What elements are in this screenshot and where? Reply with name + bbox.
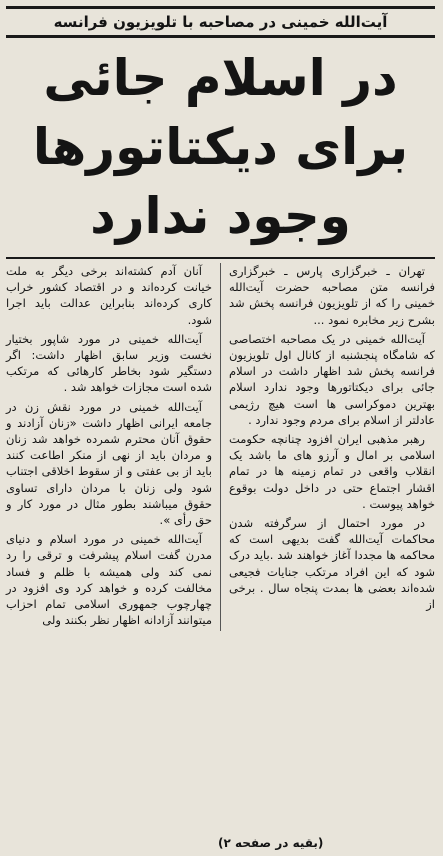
paragraph: آیت‌الله خمینی در مورد نقش زن در جامعه ایرانی اظهار داشت «زنان آزادند و حقوق آنان محترم شمرده خواهد شد زنان و مردان باید از نهی از منکر اطاعت کنند باید از بی عفتی و از سقوط اخلاقی اجتناب شود ولی زنان با مردان دارای تساوی حقوق میباشند بطور مثال در مورد کار و حق رأی ».: [5, 399, 212, 528]
kicker-headline: آیت‌الله خمینی در مصاحبه با تلویزیون فرانسه: [6, 6, 435, 38]
paragraph: آیت‌الله خمینی در مورد شاپور بختیار نخست وزیر سابق اظهار داشت: اگر دستگیر شود بخاطر کارهائی که مرتکب شده است مجازات خواهد شد .: [5, 331, 212, 395]
paragraph: آیت‌الله خمینی در یک مصاحبه اختصاصی که شامگاه پنجشنبه از کانال اول تلویزیون فرانسه پخش شد اظهار داشت در اسلام جائی برای دیکتاتورها وجود ندارد اسلام بهترین دموکراسی ها است هیچ رژیمی عادلتر از اسلام برای مردم وجود ندارد .: [228, 331, 435, 427]
headline-line-2: برای دیکتاتورها: [32, 118, 409, 176]
column-left: [6, 263, 212, 631]
article-body: [6, 263, 435, 631]
column-divider: [220, 263, 221, 631]
column-right: [229, 263, 435, 631]
paragraph: آنان آدم کشته‌اند برخی دیگر به ملت خیانت کرده‌اند و در اقتصاد کشور خراب کاری کرده‌اند بنابراین عدالت باید اجرا شود.: [5, 264, 212, 327]
headline-rule: [6, 257, 435, 259]
paragraph: رهبر مذهبی ایران افزود چنانچه حکومت اسلامی بر امال و آرزو های ما باشد یک انقلاب واقعی در تمام زمینه ها در تمام اقشار اجتماع حتی در داخل دولت بوقوع خواهد پیوست .: [228, 432, 435, 511]
headline-line-3: وجود ندارد: [90, 187, 351, 245]
paragraph: آیت‌الله خمینی در مورد اسلام و دنیای مدرن گفت اسلام پیشرفت و ترقی را رد نمی کند ولی همیشه با ظلم و فساد مخالفت کرده و خواهد کرد وی افزود در چهارچوب جمهوری اسلامی تمام احزاب میتوانند آزادانه اظهار نظر بکنند ولی: [5, 532, 212, 628]
paragraph: در مورد احتمال از سرگرفته شدن محاکمات آیت‌الله گفت بدیهی است که محاکمه ها مجددا آغاز خواهند شد .باید درک شود که این افراد مرتکب جنایات فجیعی شده‌اند بعضی ها بمدت پنجاه سال . برخی از: [228, 516, 435, 612]
headline-line-1: در اسلام جائی: [43, 49, 398, 107]
paragraph: تهران ـ خبرگزاری پارس ـ خبرگزاری فرانسه متن مصاحبه حضرت آیت‌الله خمینی را که از تلویزیون فرانسه پخش شد بشرح زیر مخابره نمود ...: [228, 264, 435, 327]
main-headline: [6, 44, 435, 251]
continued-note: (بقیه در صفحه ۲): [218, 834, 435, 852]
